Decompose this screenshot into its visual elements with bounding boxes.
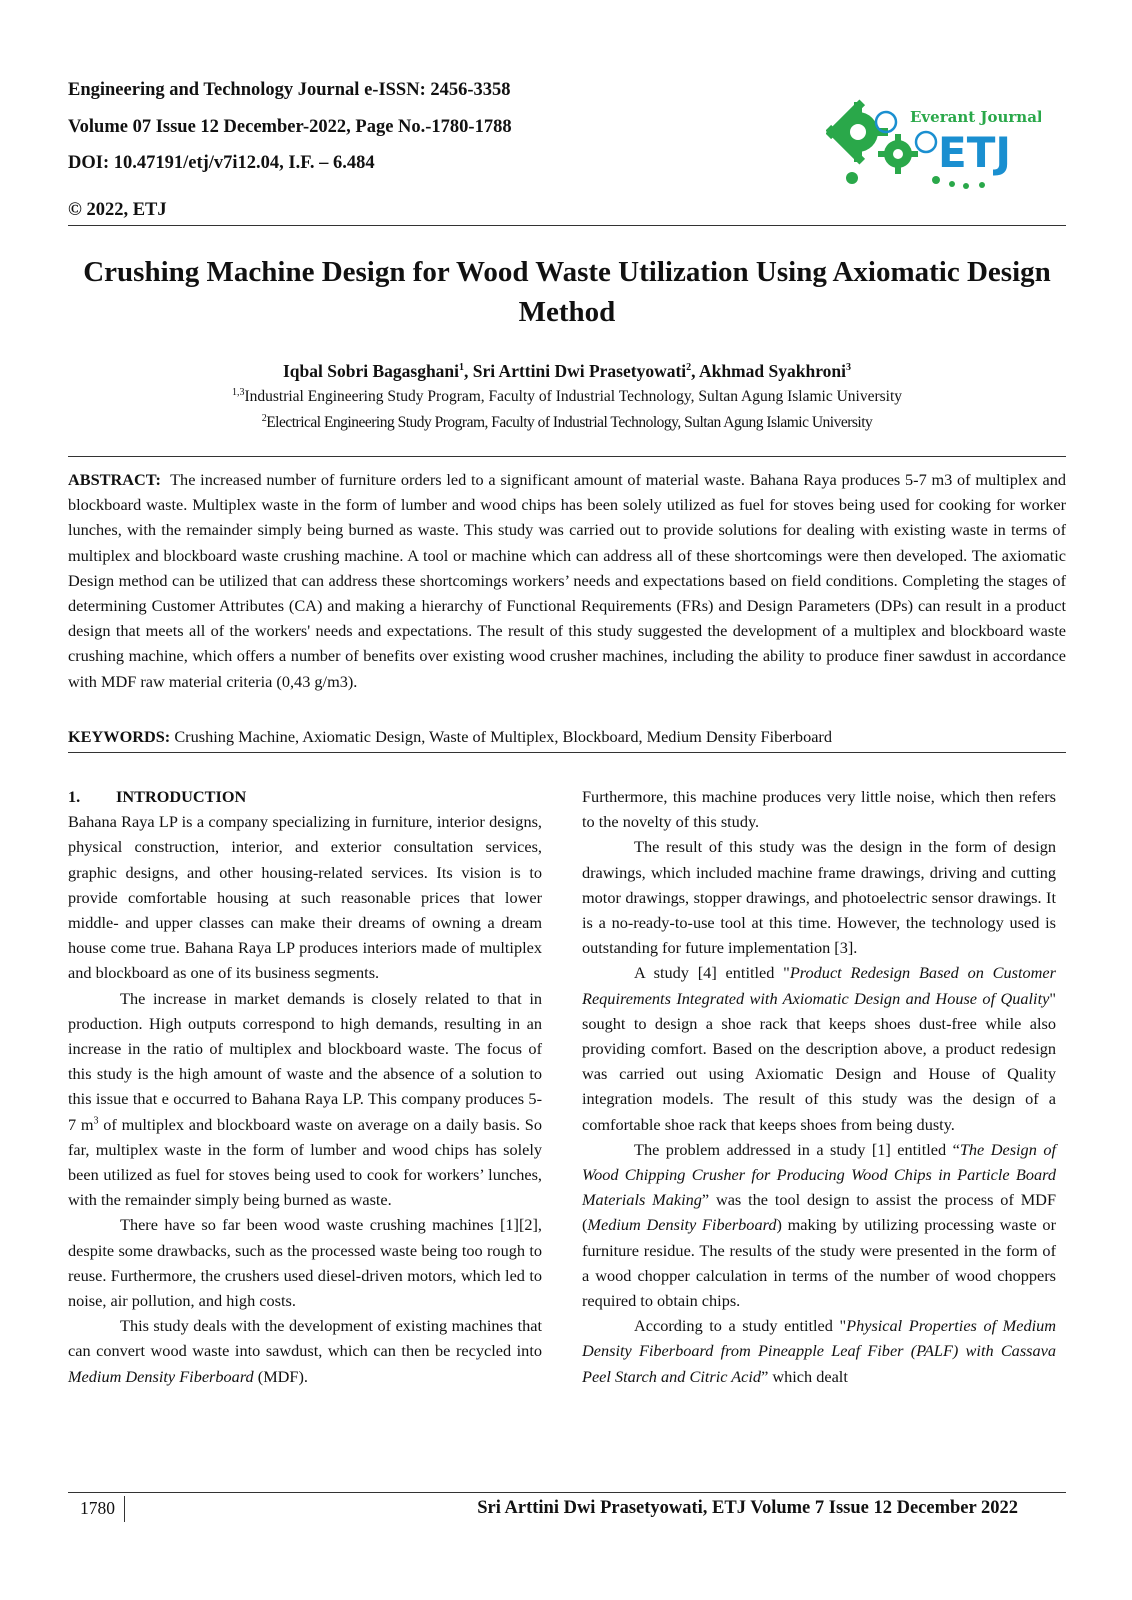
affiliation-2 [68, 414, 1066, 432]
author-1: Iqbal Sobri Bagasghani [282, 361, 460, 381]
right-paragraph-4-part-a: The problem addressed in a study [1] entitled “ [634, 1139, 960, 1159]
right-paragraph-5-part-b: ” which dealt [761, 1366, 848, 1386]
author-list: Iqbal Sobri Bagasghani$^1$, Sri Arttini Dwi Prasetyowati$^2$, Akhmad Syakhroni$^3$ [282, 361, 851, 381]
right-paragraph-3 [582, 960, 1056, 1136]
header-divider [68, 225, 1066, 226]
right-paragraph-4-part-b: ” was the tool design to assist the process of MDF ( [582, 1190, 1056, 1235]
right-paragraph-5-italic: Physical Properties of Medium Density Fiberboard from Pineapple Leaf Fiber (PALF) with Cassava Peel Starch and Citric Acid [582, 1316, 1057, 1386]
intro-paragraph-4 [68, 1313, 542, 1389]
page-footer [68, 1496, 1066, 1524]
etj-logo [826, 92, 1041, 200]
right-paragraph-4-italic-2: Medium Density Fiberboard [587, 1215, 777, 1235]
right-column [582, 784, 1056, 1389]
affiliation-1 [68, 388, 1066, 406]
intro-paragraph-2-part-b: of multiplex and blockboard waste on average on a daily basis. So far, multiplex waste in the form of lumber and wood chips has solely been utilized as fuel for stoves being used to cook for workers’ lunches, with the remainder simply being burned as waste. [68, 1114, 542, 1210]
affiliation-1-sup: 1,3 [231, 386, 245, 398]
right-paragraph-4-italic: The Design of Wood Chipping Crusher for Producing Wood Chips in Particle Board Materials Making [582, 1139, 1056, 1210]
footer-divider [68, 1492, 1066, 1493]
keywords-label: KEYWORDS: [68, 727, 171, 746]
keywords [68, 727, 1066, 747]
right-paragraph-3-italic: Product Redesign Based on Customer Requirements Integrated with Axiomatic Design and House of Quality [582, 963, 1056, 1008]
body-top-divider [68, 752, 1066, 753]
right-paragraph-4-part-c: ) making by utilizing processing waste or furniture residue. The results of the study were presented in the form of a wood chopper calculation in terms of the number of wood choppers required to obtain chips. [582, 1215, 1056, 1311]
intro-paragraph-4-part-a: This study deals with the development of existing machines that can convert wood waste into sawdust, which can then be recycled into [68, 1316, 542, 1361]
left-column [68, 784, 542, 1389]
abstract-label: ABSTRACT: [68, 470, 161, 489]
etj-logo-graphic [826, 92, 1041, 200]
cubic-superscript: 3 [93, 1115, 99, 1127]
paper-title: Crushing Machine Design for Wood Waste Utilization Using Axiomatic Design Method [83, 256, 1051, 328]
intro-paragraph-2-part-a: The increase in market demands is closely related to that in production. High outputs correspond to high demands, resulting in an increase in the ratio of multiplex and blockboard waste. The focus of this study is the high amount of waste and the absence of a solution to this issue that e occurred to Bahana Raya LP. This company produces 5-7 m [68, 988, 542, 1134]
right-paragraph-3-part-b: " sought to design a shoe rack that keeps shoes dust-free while also providing comfort. Based on the description above, a product redesign was carried out using Axiomatic Design and House of Quality integration models. The result of this study was the design of a comfortable shoe rack that keeps shoes from being dusty. [582, 988, 1056, 1134]
right-paragraph-3-part-a: A study [4] entitled " [634, 963, 790, 983]
journal-doi-line: DOI: 10.47191/etj/v7i12.04, I.F. – 6.484 [68, 153, 375, 173]
intro-paragraph-3: There have so far been wood waste crushing machines [1][2], despite some drawbacks, such as the processed waste being too rough to reuse. Furthermore, the crushers used diesel-driven motors, which led to noise, air pollution, and high costs. [68, 1215, 542, 1311]
journal-issn-line: Engineering and Technology Journal e-ISSN: 2456-3358 [68, 80, 511, 100]
abstract [68, 467, 1066, 694]
affiliation-1-text: Industrial Engineering Study Program, Faculty of Industrial Technology, Sultan Agung Islamic University [244, 388, 903, 405]
right-paragraph-5 [582, 1313, 1056, 1389]
footer-citation: Sri Arttini Dwi Prasetyowati, ETJ Volume 7 Issue 12 December 2022 [477, 1498, 1018, 1518]
author-2: Sri Arttini Dwi Prasetyowati [472, 361, 687, 381]
section-heading-introduction [68, 784, 542, 809]
section-number: 1. [68, 787, 81, 806]
affiliation-2-sup: 2 [261, 412, 267, 424]
author-3-sup: 3 [846, 362, 851, 374]
page-number: 1780 [80, 1498, 115, 1518]
intro-paragraph-2 [68, 986, 542, 1213]
intro-paragraph-4-part-b: (MDF). [253, 1366, 308, 1386]
section-title: INTRODUCTION [116, 787, 247, 806]
footer-separator [124, 1496, 125, 1522]
intro-paragraph-1: Bahana Raya LP is a company specializing in furniture, interior designs, physical construction, interior, and exterior consultation services, graphic designs, and other housing-related services. Its vision is to provide comfortable housing at such reasonable prices that lower middle- and upper classes can make their dreams of owning a dream house come true. Bahana Raya LP produces interiors made of multiplex and blockboard as one of its business segments. [68, 812, 542, 983]
intro-paragraph-4-italic: Medium Density Fiberboard [68, 1366, 254, 1386]
abstract-text: The increased number of furniture orders led to a significant amount of material waste. Bahana Raya produces 5-7 m3 of multiplex and blockboard waste. Multiplex waste in the form of lumber and wood chips has been solely utilized as fuel for stoves being used for cooking for worker lunches, with the remainder simply being burned as waste. This study was carried out to provide solutions for dealing with existing waste in terms of multiplex and blockboard waste crushing machine. A tool or machine which can address all of these shortcomings were then developed. The axiomatic Design method can be utilized that can address these shortcomings workers’ needs and expectations based on field conditions. Completing the stages of determining Customer Attributes (CA) and making a hierarchy of Functional Requirements (FRs) and Design Parameters (DPs) can result in a product design that meets all of the workers' needs and expectations. The result of this study suggested the development of a multiplex and blockboard waste crushing machine, which offers a number of benefits over existing wood crusher machines, including the ability to produce finer sawdust in accordance with MDF raw material criteria (0,43 g/m3). [68, 470, 1066, 691]
abstract-top-divider [68, 456, 1066, 457]
author-1-sup: 1 [459, 362, 465, 374]
logo-etj-letters: ETJ [938, 128, 1011, 177]
author-3: Akhmad Syakhroni [698, 361, 846, 381]
keywords-text: Crushing Machine, Axiomatic Design, Waste of Multiplex, Blockboard, Medium Density Fiberboard [174, 727, 832, 746]
author-2-sup: 2 [686, 362, 692, 374]
right-paragraph-4 [582, 1137, 1056, 1313]
right-paragraph-5-part-a: According to a study entitled " [634, 1316, 847, 1336]
right-paragraph-2: The result of this study was the design in the form of design drawings, which included machine frame drawings, driving and cutting motor drawings, stopper drawings, and photoelectric sensor drawings. It is a no-ready-to-use tool at this time. However, the technology used is outstanding for future implementation [3]. [582, 837, 1056, 958]
affiliation-2-text: Electrical Engineering Study Program, Faculty of Industrial Technology, Sultan Agung Islamic University [266, 414, 873, 431]
right-paragraph-1: Furthermore, this machine produces very little noise, which then refers to the novelty of this study. [582, 787, 1056, 832]
journal-volume-line: Volume 07 Issue 12 December-2022, Page No.-1780-1788 [68, 117, 512, 137]
logo-top-text: Everant Journal [910, 108, 1041, 126]
copyright-line: © 2022, ETJ [68, 200, 167, 220]
